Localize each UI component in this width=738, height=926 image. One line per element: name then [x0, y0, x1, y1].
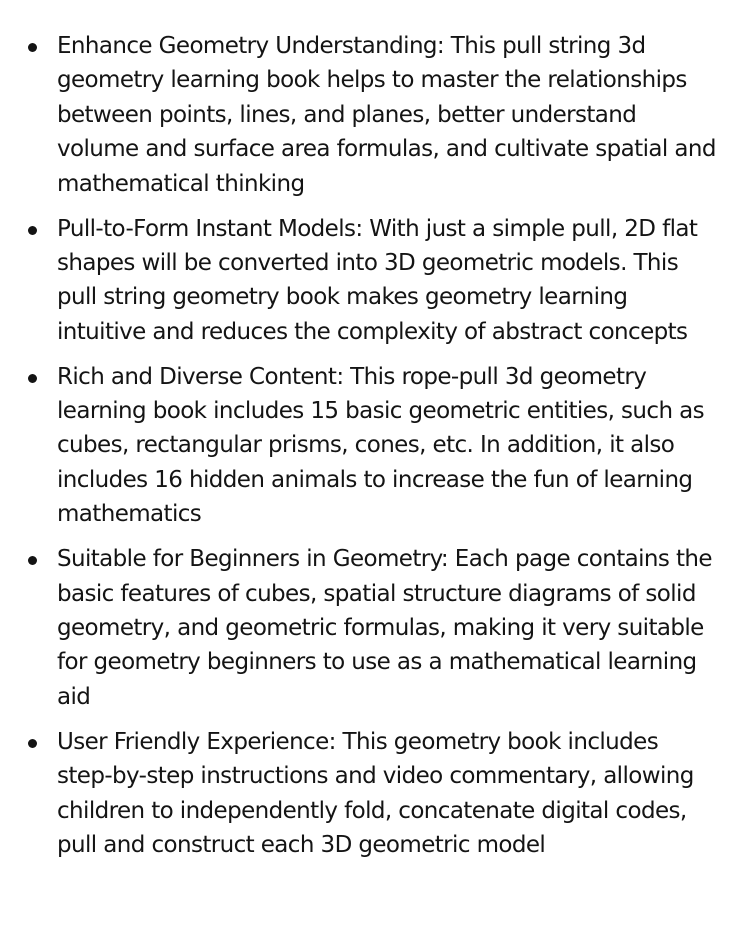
feature-text: Rich and Diverse Content: This rope-pull 3d geometry learning book includes 15 basic geometric entities, such as cubes, rectangular prisms, cones, etc. In addition, it also includes 16 hidden animals to increase the fun of learning mathematics	[57, 363, 705, 528]
bullet-icon	[28, 556, 37, 565]
feature-item	[57, 725, 716, 863]
feature-item	[57, 360, 716, 532]
feature-item	[57, 212, 716, 350]
feature-text: Enhance Geometry Understanding: This pull string 3d geometry learning book helps to master the relationships between points, lines, and planes, better understand volume and surface area formulas, and cultivate spatial and mathematical thinking	[57, 33, 716, 197]
bullet-icon	[28, 226, 37, 235]
bullet-icon	[28, 374, 37, 383]
feature-text: Suitable for Beginners in Geometry: Each page contains the basic features of cubes, spatial structure diagrams of solid geometry, and geometric formulas, making it very suitable for geometry beginners to use as a mathematical learning aid	[57, 546, 712, 710]
feature-text: User Friendly Experience: This geometry book includes step-by-step instructions and video commentary, allowing children to independently fold, concatenate digital codes, pull and construct each 3D geometric model	[57, 728, 694, 858]
feature-text: Pull-to-Form Instant Models: With just a simple pull, 2D flat shapes will be converted into 3D geometric models. This pull string geometry book makes geometry learning intuitive and reduces the complexity of abstract concepts	[57, 215, 698, 345]
feature-item	[57, 29, 716, 201]
bullet-icon	[28, 739, 37, 748]
feature-item	[57, 542, 716, 714]
bullet-icon	[28, 43, 37, 52]
